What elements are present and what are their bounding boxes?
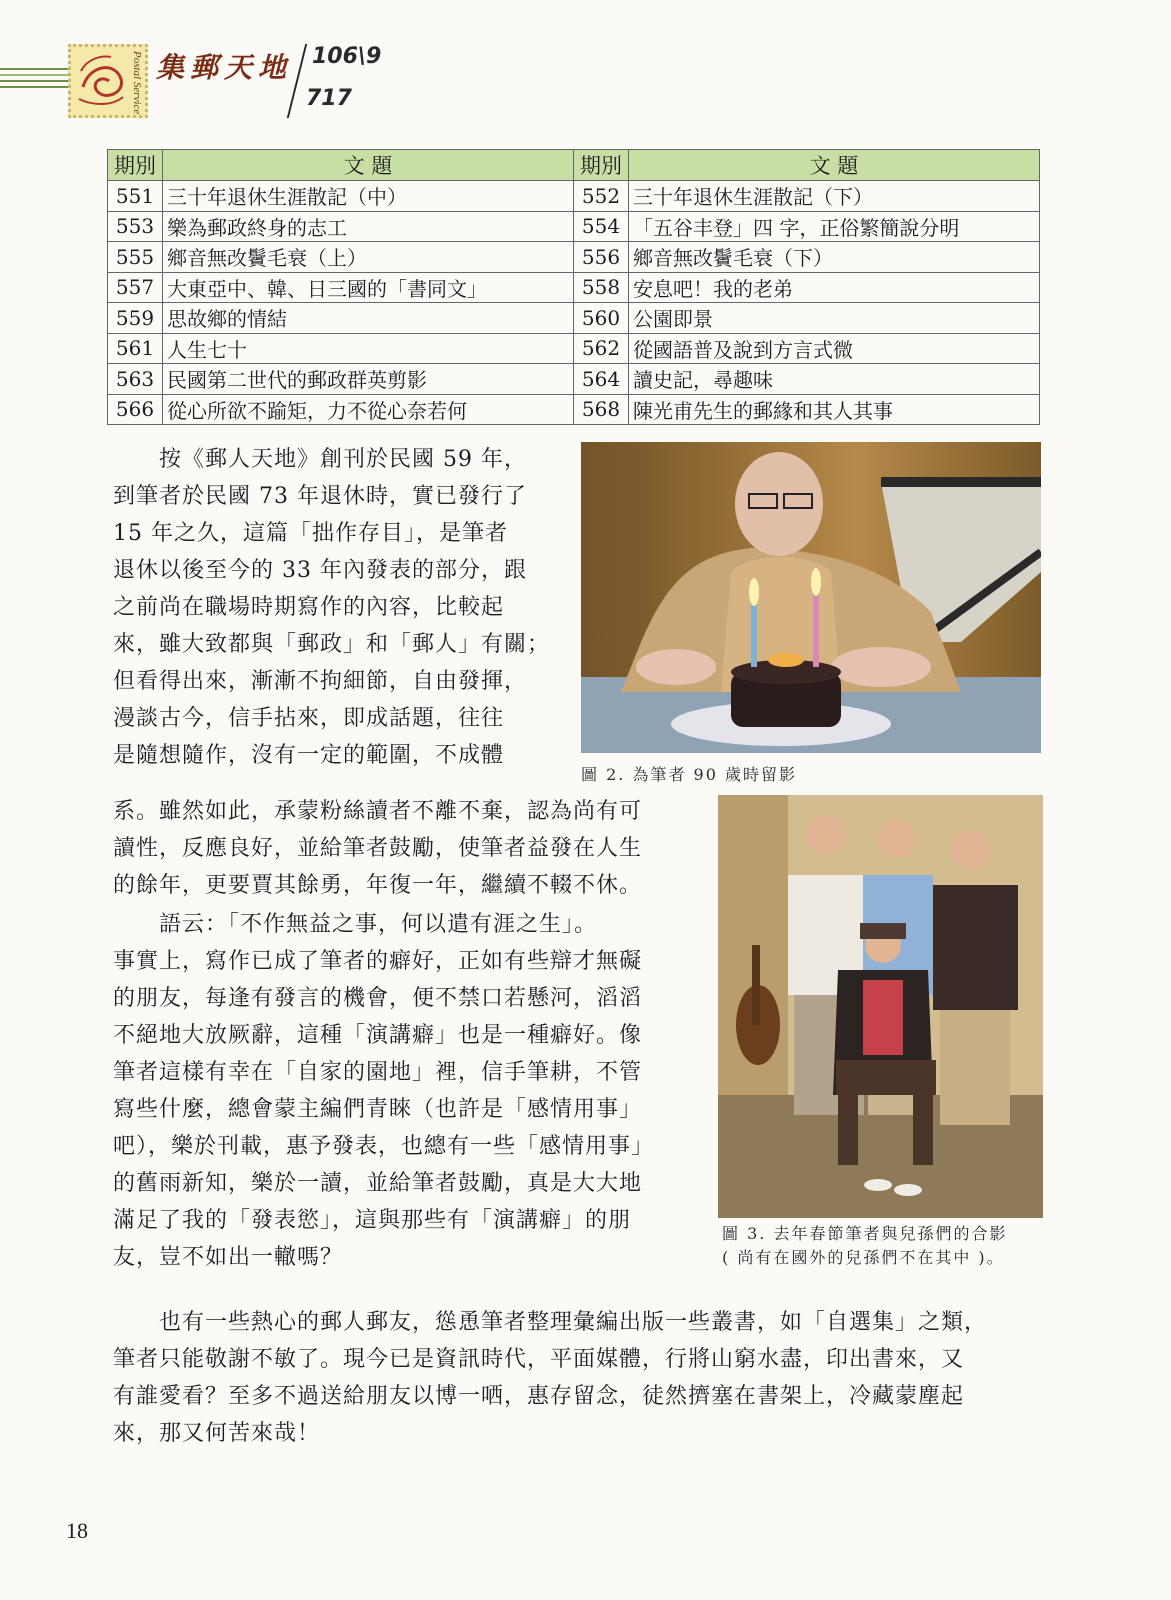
- issue-cell: 568: [574, 394, 629, 425]
- magazine-title: 集郵天地: [156, 51, 293, 84]
- title-cell: 民國第二世代的郵政群英剪影: [163, 364, 574, 395]
- text-line: 漫談古今，信手拈來，即成話題，往往: [113, 706, 505, 731]
- column-header: 期別: [574, 150, 629, 181]
- issue-cell: 554: [574, 211, 629, 242]
- issue-cell: 561: [108, 333, 163, 364]
- title-cell: 三十年退休生涯散記（中）: [163, 181, 574, 212]
- title-cell: 樂為郵政終身的志工: [163, 211, 574, 242]
- text-line: 滿足了我的「發表慾」，這與那些有「演講癖」的朋: [113, 1208, 632, 1233]
- text-line: 但看得出來，漸漸不拘細節，自由發揮，: [113, 669, 528, 694]
- text-line: 友，豈不如出一轍嗎？: [113, 1245, 344, 1270]
- table-row: [108, 272, 1040, 303]
- article-paragraph-1: [113, 441, 553, 774]
- issue-number: 717: [306, 86, 352, 111]
- table-row: [108, 242, 1040, 273]
- title-cell: 人生七十: [163, 333, 574, 364]
- text-line: 15 年之久，這篇「拙作存目」，是筆者: [113, 521, 508, 546]
- family-photo-illustration: [718, 795, 1043, 1218]
- title-cell: 公園即景: [629, 303, 1040, 334]
- page-number: 18: [66, 1518, 88, 1543]
- text-line: 語云：「不作無益之事，何以遣有涯之生」。: [113, 912, 598, 937]
- stamp-text: Postal Service: [131, 51, 143, 115]
- issue-cell: 566: [108, 394, 163, 425]
- text-line: 事實上，寫作已成了筆者的癖好，正如有些辯才無礙: [113, 949, 643, 974]
- text-line: 來，雖大致都與「郵政」和「郵人」有關；: [113, 632, 551, 657]
- issue-cell: 558: [574, 272, 629, 303]
- text-line: 是隨想隨作，沒有一定的範圍，不成體: [113, 743, 505, 768]
- family-photo: [718, 795, 1043, 1218]
- text-line: 寫些什麼，總會蒙主編們青睞（也許是「感情用事」: [113, 1097, 643, 1122]
- issue-cell: 560: [574, 303, 629, 334]
- title-cell: 從國語普及說到方言式微: [629, 333, 1040, 364]
- issue-cell: 552: [574, 181, 629, 212]
- figure-3-caption: [722, 1222, 1007, 1270]
- text-line: 吧），樂於刊載，惠予發表，也總有一些「感情用事」: [113, 1134, 655, 1159]
- postal-stamp-logo: [68, 44, 148, 118]
- title-cell: 「五谷丰登」四 字，正俗繁簡說分明: [629, 211, 1040, 242]
- text-line: 按《郵人天地》創刊於民國 59 年，: [113, 447, 527, 472]
- text-line: 讀性，反應良好，並給筆者鼓勵，使筆者益發在人生: [113, 836, 643, 861]
- title-cell: 從心所欲不踰矩，力不從心奈若何: [163, 394, 574, 425]
- table-row: [108, 181, 1040, 212]
- text-line: 有誰愛看？至多不過送給朋友以博一哂，惠存留念，徒然擠塞在書架上，冷藏蒙塵起: [113, 1384, 965, 1409]
- issue-cell: 553: [108, 211, 163, 242]
- header-stripes: [0, 68, 75, 96]
- title-cell: 思故鄉的情結: [163, 303, 574, 334]
- article-paragraph-3: [113, 1304, 1053, 1452]
- table-row: [108, 333, 1040, 364]
- text-line: 退休以後至今的 33 年內發表的部分，跟: [113, 558, 527, 583]
- column-header: 期別: [108, 150, 163, 181]
- text-line: 來，那又何苦來哉！: [113, 1421, 321, 1446]
- text-line: 之前尚在職場時期寫作的內容，比較起: [113, 595, 505, 620]
- text-line: 系。雖然如此，承蒙粉絲讀者不離不棄，認為尚有可: [113, 799, 643, 824]
- article-paragraph-1-continued: [113, 793, 693, 904]
- issue-cell: 555: [108, 242, 163, 273]
- article-paragraph-2: [113, 906, 693, 1276]
- issue-cell: 551: [108, 181, 163, 212]
- issue-cell: 563: [108, 364, 163, 395]
- birthday-photo-illustration: [581, 442, 1041, 753]
- title-cell: 鄉音無改鬢毛衰（下）: [629, 242, 1040, 273]
- table-row: [108, 303, 1040, 334]
- text-line: 不絕地大放厥辭，這種「演講癖」也是一種癖好。像: [113, 1023, 643, 1048]
- table-header-row: [108, 150, 1040, 181]
- text-line: 也有一些熱心的郵人郵友，慫恿筆者整理彙編出版一些叢書，如「自選集」之類，: [113, 1310, 988, 1335]
- issue-cell: 562: [574, 333, 629, 364]
- text-line: 到筆者於民國 73 年退休時，實已發行了: [113, 484, 527, 509]
- title-cell: 鄉音無改鬢毛衰（上）: [163, 242, 574, 273]
- figure-2-caption: 圖 2. 為筆者 90 歲時留影: [581, 765, 797, 784]
- column-header: 文 題: [163, 150, 574, 181]
- table-row: [108, 364, 1040, 395]
- text-line: 筆者這樣有幸在「自家的園地」裡，信手筆耕，不管: [113, 1060, 643, 1085]
- title-cell: 安息吧！我的老弟: [629, 272, 1040, 303]
- caption-line: 圖 3. 去年春節筆者與兒孫們的合影: [722, 1224, 1008, 1243]
- volume-number: 106\9: [312, 44, 382, 69]
- article-list-table: [107, 149, 1040, 425]
- column-header: 文 題: [629, 150, 1040, 181]
- issue-cell: 556: [574, 242, 629, 273]
- caption-line: ( 尚有在國外的兒孫們不在其中 )。: [722, 1248, 1005, 1267]
- title-cell: 三十年退休生涯散記（下）: [629, 181, 1040, 212]
- table-row: [108, 211, 1040, 242]
- text-line: 筆者只能敬謝不敏了。現今已是資訊時代，平面媒體，行將山窮水盡，印出書來，又: [113, 1347, 965, 1372]
- issue-cell: 557: [108, 272, 163, 303]
- title-cell: 大東亞中、韓、日三國的「書同文」: [163, 272, 574, 303]
- issue-cell: 559: [108, 303, 163, 334]
- issue-cell: 564: [574, 364, 629, 395]
- text-line: 的朋友，每逢有發言的機會，便不禁口若懸河，滔滔: [113, 986, 643, 1011]
- birthday-photo: [581, 442, 1041, 753]
- table-row: [108, 394, 1040, 425]
- text-line: 的餘年，更要賈其餘勇，年復一年，繼續不輟不休。: [113, 873, 643, 898]
- title-cell: 讀史記，尋趣味: [629, 364, 1040, 395]
- text-line: 的舊雨新知，樂於一讀，並給筆者鼓勵，真是大大地: [113, 1171, 643, 1196]
- title-cell: 陳光甫先生的郵緣和其人其事: [629, 394, 1040, 425]
